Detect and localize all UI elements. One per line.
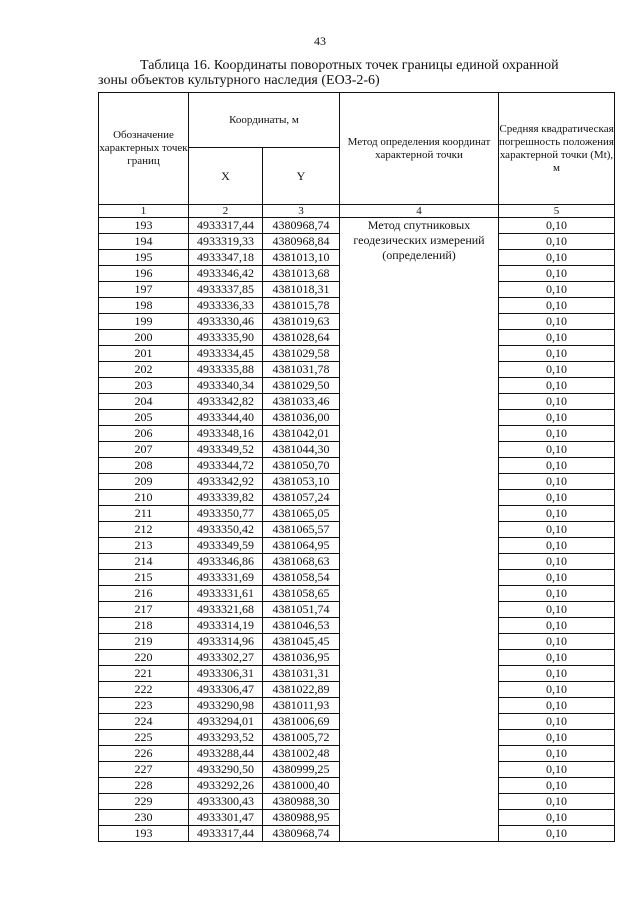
column-number-3: 3 — [263, 205, 340, 218]
accuracy-cell: 0,10 — [499, 618, 615, 634]
x-coordinate-cell: 4933314,96 — [189, 634, 263, 650]
y-coordinate-cell: 4381057,24 — [263, 490, 340, 506]
accuracy-cell: 0,10 — [499, 522, 615, 538]
y-coordinate-cell: 4381031,78 — [263, 362, 340, 378]
y-coordinate-cell: 4381058,54 — [263, 570, 340, 586]
y-coordinate-cell: 4381019,63 — [263, 314, 340, 330]
y-coordinate-cell: 4381051,74 — [263, 602, 340, 618]
accuracy-cell: 0,10 — [499, 634, 615, 650]
point-id-cell: 205 — [99, 410, 189, 426]
x-coordinate-cell: 4933293,52 — [189, 730, 263, 746]
x-coordinate-cell: 4933290,50 — [189, 762, 263, 778]
point-id-cell: 193 — [99, 826, 189, 842]
accuracy-cell: 0,10 — [499, 218, 615, 234]
accuracy-cell: 0,10 — [499, 730, 615, 746]
accuracy-cell: 0,10 — [499, 778, 615, 794]
column-number-2: 2 — [189, 205, 263, 218]
y-coordinate-cell: 4380968,84 — [263, 234, 340, 250]
x-coordinate-cell: 4933349,52 — [189, 442, 263, 458]
accuracy-cell: 0,10 — [499, 826, 615, 842]
page-number: 43 — [314, 34, 326, 48]
accuracy-cell: 0,10 — [499, 282, 615, 298]
x-coordinate-cell: 4933317,44 — [189, 826, 263, 842]
x-coordinate-cell: 4933321,68 — [189, 602, 263, 618]
accuracy-cell: 0,10 — [499, 762, 615, 778]
caption-line-2: зоны объектов культурного наследия (ЕОЗ-2-6) — [98, 73, 380, 88]
header-point: Обозначение характерных точек границ — [99, 93, 189, 205]
point-id-cell: 221 — [99, 666, 189, 682]
x-coordinate-cell: 4933294,01 — [189, 714, 263, 730]
y-coordinate-cell: 4380988,30 — [263, 794, 340, 810]
x-coordinate-cell: 4933317,44 — [189, 218, 263, 234]
header-method: Метод определения координат характерной точки — [340, 93, 499, 205]
accuracy-cell: 0,10 — [499, 234, 615, 250]
accuracy-cell: 0,10 — [499, 810, 615, 826]
x-coordinate-cell: 4933350,77 — [189, 506, 263, 522]
x-coordinate-cell: 4933292,26 — [189, 778, 263, 794]
y-coordinate-cell: 4381036,95 — [263, 650, 340, 666]
accuracy-cell: 0,10 — [499, 266, 615, 282]
x-coordinate-cell: 4933290,98 — [189, 698, 263, 714]
accuracy-cell: 0,10 — [499, 250, 615, 266]
x-coordinate-cell: 4933300,43 — [189, 794, 263, 810]
accuracy-cell: 0,10 — [499, 794, 615, 810]
y-coordinate-cell: 4380999,25 — [263, 762, 340, 778]
point-id-cell: 209 — [99, 474, 189, 490]
point-id-cell: 193 — [99, 218, 189, 234]
y-coordinate-cell: 4381046,53 — [263, 618, 340, 634]
y-coordinate-cell: 4381013,10 — [263, 250, 340, 266]
point-id-cell: 212 — [99, 522, 189, 538]
accuracy-cell: 0,10 — [499, 458, 615, 474]
column-number-1: 1 — [99, 205, 189, 218]
y-coordinate-cell: 4380968,74 — [263, 218, 340, 234]
x-coordinate-cell: 4933319,33 — [189, 234, 263, 250]
point-id-cell: 201 — [99, 346, 189, 362]
x-coordinate-cell: 4933340,34 — [189, 378, 263, 394]
x-coordinate-cell: 4933314,19 — [189, 618, 263, 634]
accuracy-cell: 0,10 — [499, 346, 615, 362]
y-coordinate-cell: 4381011,93 — [263, 698, 340, 714]
point-id-cell: 197 — [99, 282, 189, 298]
point-id-cell: 227 — [99, 762, 189, 778]
method-cell: Метод спутниковых геодезических измерений (определений) — [340, 218, 499, 842]
x-coordinate-cell: 4933346,86 — [189, 554, 263, 570]
x-coordinate-cell: 4933344,72 — [189, 458, 263, 474]
point-id-cell: 198 — [99, 298, 189, 314]
point-id-cell: 216 — [99, 586, 189, 602]
y-coordinate-cell: 4381064,95 — [263, 538, 340, 554]
y-coordinate-cell: 4381005,72 — [263, 730, 340, 746]
y-coordinate-cell: 4381015,78 — [263, 298, 340, 314]
accuracy-cell: 0,10 — [499, 362, 615, 378]
x-coordinate-cell: 4933302,27 — [189, 650, 263, 666]
accuracy-cell: 0,10 — [499, 570, 615, 586]
column-number-4: 4 — [340, 205, 499, 218]
accuracy-cell: 0,10 — [499, 666, 615, 682]
x-coordinate-cell: 4933334,45 — [189, 346, 263, 362]
x-coordinate-cell: 4933331,69 — [189, 570, 263, 586]
y-coordinate-cell: 4381036,00 — [263, 410, 340, 426]
point-id-cell: 208 — [99, 458, 189, 474]
point-id-cell: 215 — [99, 570, 189, 586]
accuracy-cell: 0,10 — [499, 746, 615, 762]
point-id-cell: 229 — [99, 794, 189, 810]
point-id-cell: 195 — [99, 250, 189, 266]
header-x: X — [189, 148, 263, 205]
header-y: Y — [263, 148, 340, 205]
y-coordinate-cell: 4381065,57 — [263, 522, 340, 538]
accuracy-cell: 0,10 — [499, 378, 615, 394]
x-coordinate-cell: 4933335,90 — [189, 330, 263, 346]
point-id-cell: 222 — [99, 682, 189, 698]
point-id-cell: 224 — [99, 714, 189, 730]
point-id-cell: 220 — [99, 650, 189, 666]
y-coordinate-cell: 4381058,65 — [263, 586, 340, 602]
point-id-cell: 206 — [99, 426, 189, 442]
y-coordinate-cell: 4381013,68 — [263, 266, 340, 282]
y-coordinate-cell: 4381044,30 — [263, 442, 340, 458]
y-coordinate-cell: 4380968,74 — [263, 826, 340, 842]
point-id-cell: 194 — [99, 234, 189, 250]
point-id-cell: 204 — [99, 394, 189, 410]
accuracy-cell: 0,10 — [499, 554, 615, 570]
x-coordinate-cell: 4933288,44 — [189, 746, 263, 762]
y-coordinate-cell: 4381065,05 — [263, 506, 340, 522]
accuracy-cell: 0,10 — [499, 506, 615, 522]
x-coordinate-cell: 4933350,42 — [189, 522, 263, 538]
column-number-5: 5 — [499, 205, 615, 218]
accuracy-cell: 0,10 — [499, 698, 615, 714]
point-id-cell: 196 — [99, 266, 189, 282]
x-coordinate-cell: 4933331,61 — [189, 586, 263, 602]
x-coordinate-cell: 4933348,16 — [189, 426, 263, 442]
y-coordinate-cell: 4381028,64 — [263, 330, 340, 346]
x-coordinate-cell: 4933339,82 — [189, 490, 263, 506]
x-coordinate-cell: 4933344,40 — [189, 410, 263, 426]
accuracy-cell: 0,10 — [499, 314, 615, 330]
accuracy-cell: 0,10 — [499, 602, 615, 618]
y-coordinate-cell: 4381033,46 — [263, 394, 340, 410]
x-coordinate-cell: 4933306,31 — [189, 666, 263, 682]
y-coordinate-cell: 4381042,01 — [263, 426, 340, 442]
y-coordinate-cell: 4381000,40 — [263, 778, 340, 794]
accuracy-cell: 0,10 — [499, 410, 615, 426]
point-id-cell: 203 — [99, 378, 189, 394]
accuracy-cell: 0,10 — [499, 682, 615, 698]
y-coordinate-cell: 4381018,31 — [263, 282, 340, 298]
point-id-cell: 210 — [99, 490, 189, 506]
caption-line-1: Таблица 16. Координаты поворотных точек границы единой охранной — [140, 58, 559, 73]
accuracy-cell: 0,10 — [499, 426, 615, 442]
y-coordinate-cell: 4381068,63 — [263, 554, 340, 570]
x-coordinate-cell: 4933346,42 — [189, 266, 263, 282]
x-coordinate-cell: 4933301,47 — [189, 810, 263, 826]
y-coordinate-cell: 4381053,10 — [263, 474, 340, 490]
x-coordinate-cell: 4933306,47 — [189, 682, 263, 698]
table-caption — [98, 58, 618, 88]
point-id-cell: 226 — [99, 746, 189, 762]
point-id-cell: 218 — [99, 618, 189, 634]
x-coordinate-cell: 4933335,88 — [189, 362, 263, 378]
y-coordinate-cell: 4381029,50 — [263, 378, 340, 394]
point-id-cell: 219 — [99, 634, 189, 650]
y-coordinate-cell: 4381006,69 — [263, 714, 340, 730]
header-accuracy: Средняя квадратическая погрешность положения характерной точки (Mt), м — [499, 93, 615, 205]
x-coordinate-cell: 4933336,33 — [189, 298, 263, 314]
point-id-cell: 199 — [99, 314, 189, 330]
header-coords: Координаты, м — [189, 93, 340, 148]
accuracy-cell: 0,10 — [499, 538, 615, 554]
coordinates-table — [98, 92, 615, 842]
accuracy-cell: 0,10 — [499, 442, 615, 458]
y-coordinate-cell: 4381002,48 — [263, 746, 340, 762]
y-coordinate-cell: 4381050,70 — [263, 458, 340, 474]
point-id-cell: 214 — [99, 554, 189, 570]
point-id-cell: 202 — [99, 362, 189, 378]
accuracy-cell: 0,10 — [499, 650, 615, 666]
table-body — [99, 218, 615, 842]
y-coordinate-cell: 4380988,95 — [263, 810, 340, 826]
accuracy-cell: 0,10 — [499, 490, 615, 506]
point-id-cell: 228 — [99, 778, 189, 794]
x-coordinate-cell: 4933347,18 — [189, 250, 263, 266]
y-coordinate-cell: 4381029,58 — [263, 346, 340, 362]
point-id-cell: 217 — [99, 602, 189, 618]
accuracy-cell: 0,10 — [499, 394, 615, 410]
x-coordinate-cell: 4933337,85 — [189, 282, 263, 298]
y-coordinate-cell: 4381031,31 — [263, 666, 340, 682]
accuracy-cell: 0,10 — [499, 714, 615, 730]
point-id-cell: 225 — [99, 730, 189, 746]
accuracy-cell: 0,10 — [499, 330, 615, 346]
point-id-cell: 223 — [99, 698, 189, 714]
x-coordinate-cell: 4933342,92 — [189, 474, 263, 490]
point-id-cell: 213 — [99, 538, 189, 554]
accuracy-cell: 0,10 — [499, 298, 615, 314]
x-coordinate-cell: 4933330,46 — [189, 314, 263, 330]
point-id-cell: 230 — [99, 810, 189, 826]
y-coordinate-cell: 4381022,89 — [263, 682, 340, 698]
y-coordinate-cell: 4381045,45 — [263, 634, 340, 650]
x-coordinate-cell: 4933349,59 — [189, 538, 263, 554]
x-coordinate-cell: 4933342,82 — [189, 394, 263, 410]
accuracy-cell: 0,10 — [499, 586, 615, 602]
table-row — [99, 218, 615, 234]
point-id-cell: 211 — [99, 506, 189, 522]
point-id-cell: 207 — [99, 442, 189, 458]
point-id-cell: 200 — [99, 330, 189, 346]
accuracy-cell: 0,10 — [499, 474, 615, 490]
